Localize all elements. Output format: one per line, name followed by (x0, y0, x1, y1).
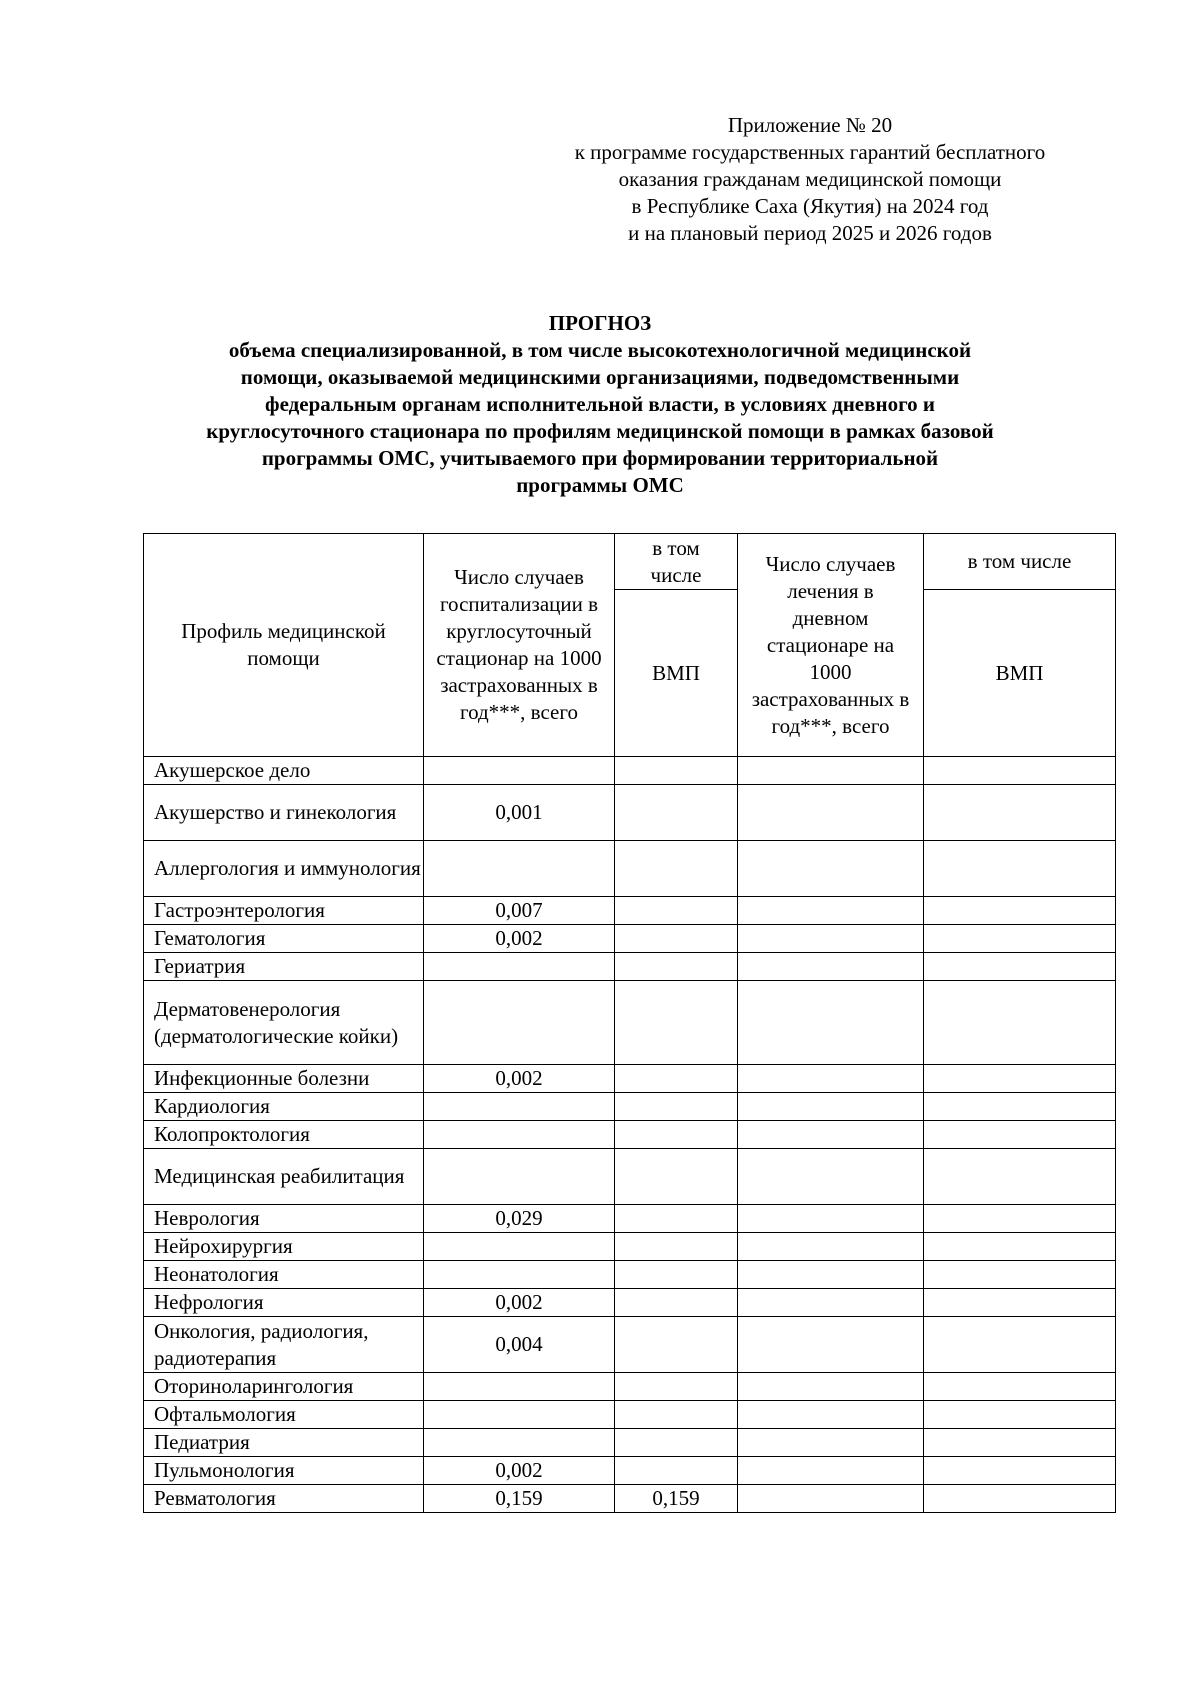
cell-profile: Неонатология (144, 1261, 424, 1289)
annex-line: и на плановый период 2025 и 2026 годов (628, 221, 992, 245)
title-line: помощи, оказываемой медицинскими организациями, подведомственными (240, 365, 960, 389)
table-row (144, 1373, 1116, 1401)
cell-day-vmp (924, 841, 1116, 897)
cell-hospital (424, 1373, 615, 1401)
table-row (144, 1121, 1116, 1149)
table-row (144, 841, 1116, 897)
cell-day (738, 785, 924, 841)
cell-hospital: 0,002 (424, 1065, 615, 1093)
table-row (144, 953, 1116, 981)
cell-day (738, 1289, 924, 1317)
table-row (144, 1261, 1116, 1289)
cell-day (738, 981, 924, 1065)
cell-hospital (424, 1401, 615, 1429)
header-hospital-cases: Число случаев госпитализации в круглосуточный стационар на 1000 застрахованных в год***, всего (424, 534, 615, 757)
cell-hospital: 0,001 (424, 785, 615, 841)
cell-vmp (615, 981, 738, 1065)
title-line: программы ОМС, учитываемого при формировании территориальной (261, 446, 939, 470)
cell-hospital (424, 1121, 615, 1149)
cell-day (738, 1373, 924, 1401)
cell-profile: Гематология (144, 925, 424, 953)
cell-hospital (424, 841, 615, 897)
table-row (144, 981, 1116, 1065)
table-row (144, 1457, 1116, 1485)
cell-day (738, 1401, 924, 1429)
cell-day (738, 1149, 924, 1205)
cell-profile: Нейрохирургия (144, 1233, 424, 1261)
table-row (144, 785, 1116, 841)
cell-day (738, 1429, 924, 1457)
cell-profile: Офтальмология (144, 1401, 424, 1429)
cell-day-vmp (924, 981, 1116, 1065)
cell-hospital: 0,029 (424, 1205, 615, 1233)
cell-vmp (615, 1317, 738, 1373)
cell-profile: Акушерство и гинекология (144, 785, 424, 841)
table-row (144, 1401, 1116, 1429)
cell-day-vmp (924, 1289, 1116, 1317)
table-row (144, 1149, 1116, 1205)
cell-vmp (615, 1289, 738, 1317)
title-line: объема специализированной, в том числе высокотехнологичной медицинской (228, 338, 972, 362)
cell-profile: Оториноларингология (144, 1373, 424, 1401)
cell-vmp (615, 1233, 738, 1261)
cell-day (738, 1205, 924, 1233)
cell-vmp (615, 925, 738, 953)
cell-day (738, 1121, 924, 1149)
cell-profile: Инфекционные болезни (144, 1065, 424, 1093)
cell-vmp (615, 1149, 738, 1205)
cell-day-vmp (924, 1317, 1116, 1373)
cell-day-vmp (924, 1373, 1116, 1401)
cell-hospital: 0,007 (424, 897, 615, 925)
table-row (144, 925, 1116, 953)
document-title (140, 310, 1060, 499)
cell-day (738, 897, 924, 925)
cell-profile: Медицинская реабилитация (144, 1149, 424, 1205)
cell-vmp (615, 897, 738, 925)
cell-profile: Ревматология (144, 1485, 424, 1513)
cell-day (738, 925, 924, 953)
cell-vmp (615, 1373, 738, 1401)
table-row (144, 897, 1116, 925)
cell-vmp (615, 841, 738, 897)
cell-day-vmp (924, 1401, 1116, 1429)
cell-vmp (615, 1401, 738, 1429)
title-line: федеральным органам исполнительной власти, в условиях дневного и (265, 392, 935, 416)
header-vmp-1: ВМП (615, 590, 738, 757)
cell-profile: Гастроэнтерология (144, 897, 424, 925)
cell-day (738, 841, 924, 897)
cell-vmp (615, 953, 738, 981)
cell-hospital (424, 1429, 615, 1457)
cell-day (738, 1485, 924, 1513)
cell-day-vmp (924, 1093, 1116, 1121)
table-row (144, 1065, 1116, 1093)
cell-profile: Онкология, радиология, радиотерапия (144, 1317, 424, 1373)
title-line: программы ОМС (516, 473, 684, 497)
cell-hospital (424, 1261, 615, 1289)
title-line: круглосуточного стационара по профилям медицинской помощи в рамках базовой (206, 419, 994, 443)
table-row (144, 1233, 1116, 1261)
table-row (144, 1485, 1116, 1513)
cell-vmp (615, 1429, 738, 1457)
cell-vmp (615, 1093, 738, 1121)
cell-day-vmp (924, 953, 1116, 981)
cell-day (738, 1093, 924, 1121)
cell-day-vmp (924, 897, 1116, 925)
annex-line: к программе государственных гарантий бесплатного (574, 140, 1046, 164)
cell-hospital (424, 981, 615, 1065)
cell-day-vmp (924, 925, 1116, 953)
cell-vmp (615, 1457, 738, 1485)
cell-day-vmp (924, 1065, 1116, 1093)
cell-vmp (615, 757, 738, 785)
cell-profile: Гериатрия (144, 953, 424, 981)
cell-day (738, 953, 924, 981)
cell-profile: Акушерское дело (144, 757, 424, 785)
cell-hospital (424, 757, 615, 785)
cell-profile: Нефрология (144, 1289, 424, 1317)
cell-vmp (615, 1261, 738, 1289)
cell-day (738, 1457, 924, 1485)
table-row (144, 1317, 1116, 1373)
header-profile: Профиль медицинской помощи (144, 534, 424, 757)
cell-day-vmp (924, 1485, 1116, 1513)
cell-hospital (424, 1093, 615, 1121)
header-day-cases: Число случаев лечения в дневном стационаре на 1000 застрахованных в год***, всего (738, 534, 924, 757)
cell-hospital (424, 953, 615, 981)
cell-profile: Колопроктология (144, 1121, 424, 1149)
cell-profile: Дерматовенерология (дерматологические койки) (144, 981, 424, 1065)
cell-day-vmp (924, 757, 1116, 785)
table-row (144, 757, 1116, 785)
cell-vmp (615, 1065, 738, 1093)
cell-hospital (424, 1149, 615, 1205)
cell-day-vmp (924, 1233, 1116, 1261)
annex-line: в Республике Саха (Якутия) на 2024 год (631, 194, 989, 218)
cell-profile: Кардиология (144, 1093, 424, 1121)
cell-vmp: 0,159 (615, 1485, 738, 1513)
cell-day-vmp (924, 1149, 1116, 1205)
forecast-table (143, 533, 1116, 1513)
cell-day-vmp (924, 1205, 1116, 1233)
cell-hospital (424, 1233, 615, 1261)
cell-day (738, 757, 924, 785)
cell-hospital: 0,159 (424, 1485, 615, 1513)
table-row (144, 1205, 1116, 1233)
annex-line: Приложение № 20 (727, 113, 893, 137)
cell-hospital: 0,002 (424, 1457, 615, 1485)
cell-hospital: 0,004 (424, 1317, 615, 1373)
title-heading: ПРОГНОЗ (548, 311, 652, 335)
cell-profile: Неврология (144, 1205, 424, 1233)
cell-day-vmp (924, 1457, 1116, 1485)
cell-day-vmp (924, 785, 1116, 841)
cell-vmp (615, 1121, 738, 1149)
cell-day-vmp (924, 1429, 1116, 1457)
table-row (144, 1429, 1116, 1457)
cell-hospital: 0,002 (424, 925, 615, 953)
table-row (144, 1289, 1116, 1317)
cell-day (738, 1065, 924, 1093)
cell-profile: Пульмонология (144, 1457, 424, 1485)
cell-profile: Педиатрия (144, 1429, 424, 1457)
cell-day-vmp (924, 1261, 1116, 1289)
cell-vmp (615, 1205, 738, 1233)
annex-line: оказания гражданам медицинской помощи (618, 167, 1002, 191)
table-row (144, 1093, 1116, 1121)
cell-day (738, 1317, 924, 1373)
header-including-1: в том числе (615, 534, 738, 590)
annex-header (520, 112, 1100, 247)
cell-day (738, 1233, 924, 1261)
cell-day (738, 1261, 924, 1289)
header-including-2: в том числе (924, 534, 1116, 590)
cell-vmp (615, 785, 738, 841)
cell-profile: Аллергология и иммунология (144, 841, 424, 897)
cell-day-vmp (924, 1121, 1116, 1149)
header-vmp-2: ВМП (924, 590, 1116, 757)
cell-hospital: 0,002 (424, 1289, 615, 1317)
